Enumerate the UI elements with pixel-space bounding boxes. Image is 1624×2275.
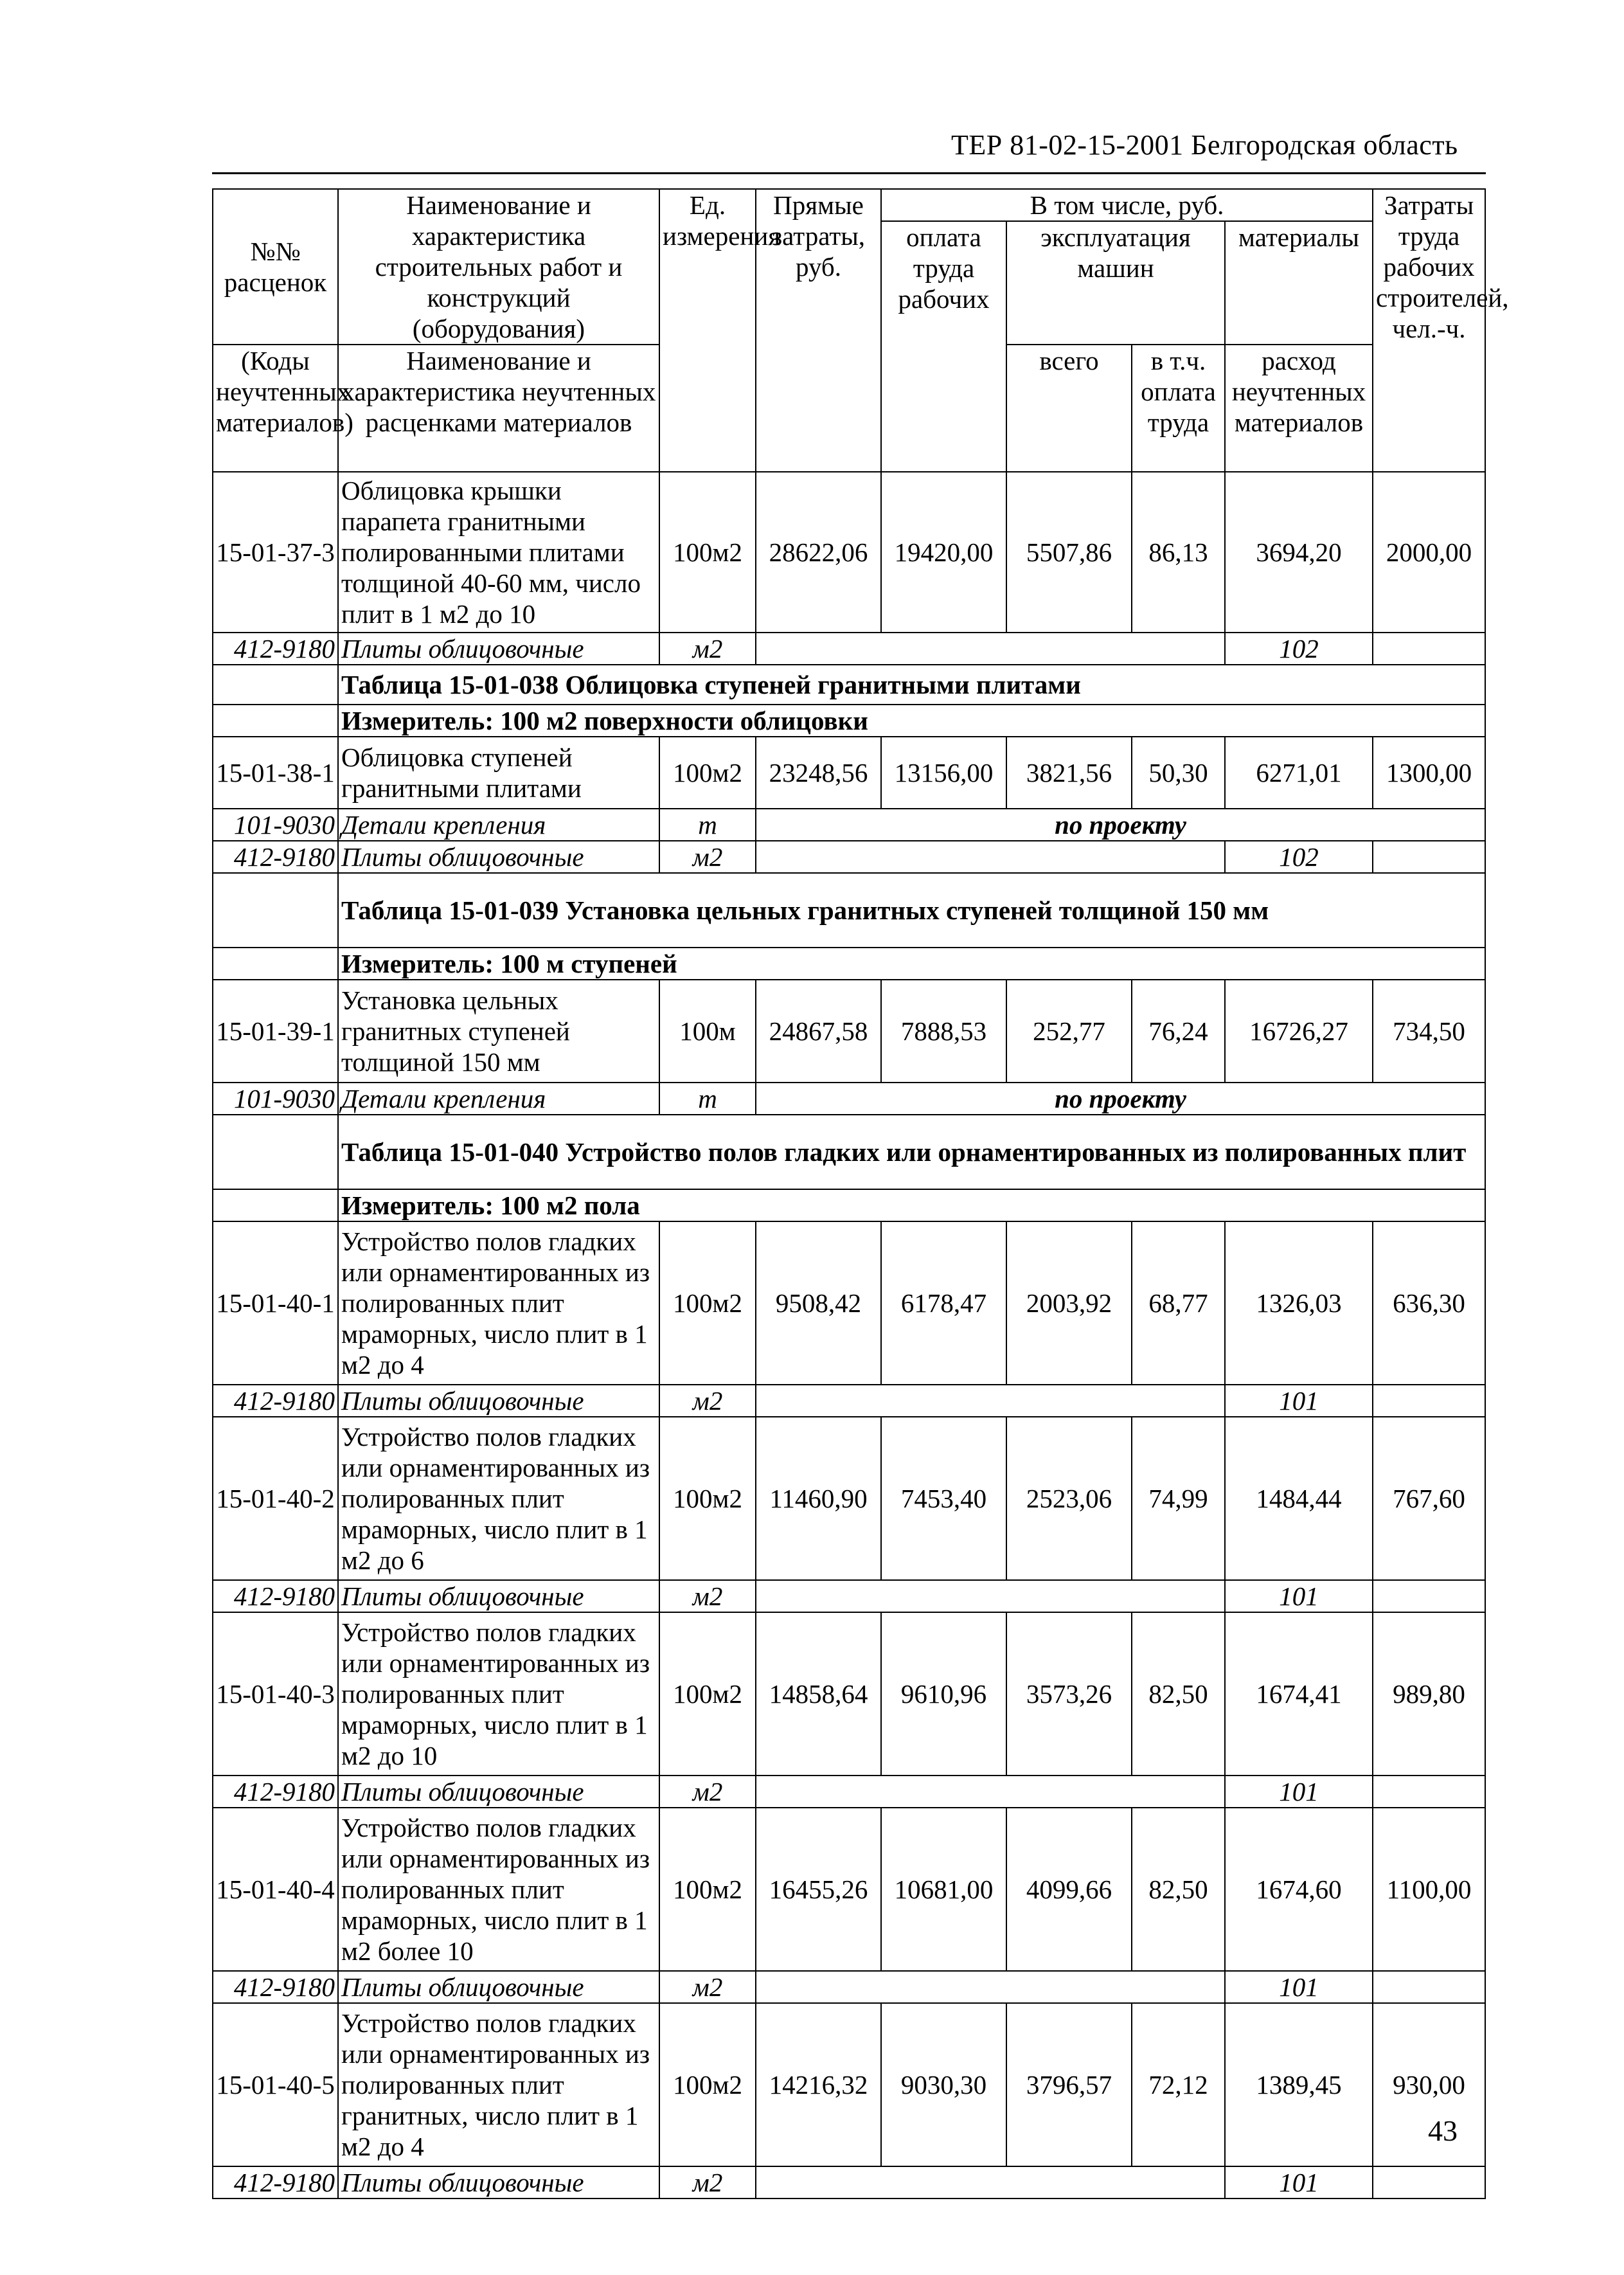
material-row: [213, 1776, 1485, 1808]
col-unit: Ед. измерения: [659, 189, 756, 472]
material-qty: 101: [1225, 1971, 1373, 2003]
table-title-040: Таблица 15-01-040 Устройство полов гладких или орнаментированных из полированных плит: [338, 1115, 1485, 1189]
rate-machines-wages: 50,30: [1132, 737, 1225, 809]
rate-code: 15-01-40-1: [213, 1221, 338, 1385]
rate-direct: 14216,32: [756, 2003, 881, 2166]
rate-name: Устройство полов гладких или орнаментированных из полированных плит мраморных, число плит в 1 м2 до 4: [338, 1221, 659, 1385]
material-code: 412-9180: [213, 1580, 338, 1612]
material-qty: 101: [1225, 1580, 1373, 1612]
rate-direct: 23248,56: [756, 737, 881, 809]
material-code: 412-9180: [213, 1385, 338, 1417]
material-unit: м2: [659, 2166, 756, 2199]
rate-labor: 734,50: [1373, 980, 1485, 1083]
rate-labor: 930,00: [1373, 2003, 1485, 2166]
material-name: Детали крепления: [338, 1083, 659, 1115]
material-row: [213, 1971, 1485, 2003]
col-name-top: Наименование и характеристика строительных работ и конструкций (оборудования): [338, 189, 659, 345]
col-code-top: №№ расценок: [213, 189, 338, 345]
rate-machines-wages: 82,50: [1132, 1808, 1225, 1971]
measure-039: Измеритель: 100 м ступеней: [338, 948, 1485, 980]
rate-machines-wages: 76,24: [1132, 980, 1225, 1083]
material-name: Детали крепления: [338, 809, 659, 841]
rate-materials: 3694,20: [1225, 472, 1373, 633]
rate-unit: 100м2: [659, 472, 756, 633]
rate-unit: 100м2: [659, 737, 756, 809]
material-name: Плиты облицовочные: [338, 633, 659, 665]
rate-code: 15-01-40-5: [213, 2003, 338, 2166]
material-unit: м2: [659, 1385, 756, 1417]
material-unit: т: [659, 809, 756, 841]
rate-machines-wages: 74,99: [1132, 1417, 1225, 1580]
material-unit: т: [659, 1083, 756, 1115]
header-rule: [212, 172, 1486, 174]
rate-direct: 24867,58: [756, 980, 881, 1083]
material-code: 412-9180: [213, 2166, 338, 2199]
rate-machines-wages: 82,50: [1132, 1612, 1225, 1776]
col-materials: материалы: [1225, 221, 1373, 345]
rate-code: 15-01-37-3: [213, 472, 338, 633]
material-name: Плиты облицовочные: [338, 841, 659, 873]
rate-machines-wages: 86,13: [1132, 472, 1225, 633]
rate-labor: 1100,00: [1373, 1808, 1485, 1971]
material-code: 412-9180: [213, 841, 338, 873]
rate-materials: 6271,01: [1225, 737, 1373, 809]
rate-wages: 9610,96: [881, 1612, 1006, 1776]
material-row: [213, 1083, 1485, 1115]
rate-code: 15-01-39-1: [213, 980, 338, 1083]
rate-unit: 100м2: [659, 1612, 756, 1776]
col-machines-total: всего: [1006, 345, 1132, 472]
material-name: Плиты облицовочные: [338, 1971, 659, 2003]
material-name: Плиты облицовочные: [338, 2166, 659, 2199]
table-row: [213, 2003, 1485, 2166]
col-wages: оплата труда рабочих: [881, 221, 1006, 472]
rate-machines: 5507,86: [1006, 472, 1132, 633]
table-title-039: Таблица 15-01-039 Установка цельных гранитных ступеней толщиной 150 мм: [338, 873, 1485, 948]
material-qty: 102: [1225, 633, 1373, 665]
rate-materials: 16726,27: [1225, 980, 1373, 1083]
material-code: 412-9180: [213, 1971, 338, 2003]
table-title-038: Таблица 15-01-038 Облицовка ступеней гранитными плитами: [338, 665, 1485, 705]
rate-labor: 989,80: [1373, 1612, 1485, 1776]
material-row: [213, 633, 1485, 665]
rate-machines: 4099,66: [1006, 1808, 1132, 1971]
rate-materials: 1326,03: [1225, 1221, 1373, 1385]
material-code: 412-9180: [213, 1776, 338, 1808]
rate-wages: 13156,00: [881, 737, 1006, 809]
rate-code: 15-01-40-3: [213, 1612, 338, 1776]
material-row: [213, 1580, 1485, 1612]
rate-name: Установка цельных гранитных ступеней толщиной 150 мм: [338, 980, 659, 1083]
rate-direct: 28622,06: [756, 472, 881, 633]
rate-unit: 100м2: [659, 1221, 756, 1385]
rate-code: 15-01-40-2: [213, 1417, 338, 1580]
rate-unit: 100м2: [659, 2003, 756, 2166]
col-labor: Затраты труда рабочих строителей, чел.-ч.: [1373, 189, 1485, 472]
rate-name: Устройство полов гладких или орнаментированных из полированных плит мраморных, число плит в 1 м2 до 6: [338, 1417, 659, 1580]
page-number: 43: [1428, 2114, 1458, 2147]
material-qty: 102: [1225, 841, 1373, 873]
rate-code: 15-01-38-1: [213, 737, 338, 809]
material-name: Плиты облицовочные: [338, 1385, 659, 1417]
col-direct: Прямые затраты, руб.: [756, 189, 881, 472]
table-row: [213, 1808, 1485, 1971]
rate-labor: 2000,00: [1373, 472, 1485, 633]
table-row: [213, 472, 1485, 633]
rate-machines: 3573,26: [1006, 1612, 1132, 1776]
material-qty: 101: [1225, 1776, 1373, 1808]
rate-materials: 1674,60: [1225, 1808, 1373, 1971]
rate-code: 15-01-40-4: [213, 1808, 338, 1971]
rate-direct: 14858,64: [756, 1612, 881, 1776]
rate-machines: 3796,57: [1006, 2003, 1132, 2166]
material-unit: м2: [659, 1971, 756, 2003]
rate-labor: 636,30: [1373, 1221, 1485, 1385]
rate-labor: 767,60: [1373, 1417, 1485, 1580]
material-row: [213, 2166, 1485, 2199]
material-qty: по проекту: [756, 809, 1485, 841]
table-row: [213, 1417, 1485, 1580]
material-unit: м2: [659, 1580, 756, 1612]
col-code-bottom: (Коды неучтенных материалов): [213, 345, 338, 472]
col-incl: В том числе, руб.: [881, 189, 1373, 221]
rate-wages: 19420,00: [881, 472, 1006, 633]
material-name: Плиты облицовочные: [338, 1776, 659, 1808]
material-qty: по проекту: [756, 1083, 1485, 1115]
material-qty: 101: [1225, 2166, 1373, 2199]
rate-machines: 252,77: [1006, 980, 1132, 1083]
rate-direct: 16455,26: [756, 1808, 881, 1971]
rate-wages: 7453,40: [881, 1417, 1006, 1580]
rate-wages: 6178,47: [881, 1221, 1006, 1385]
rate-name: Устройство полов гладких или орнаментированных из полированных плит мраморных, число плит в 1 м2 до 10: [338, 1612, 659, 1776]
table-row: [213, 1221, 1485, 1385]
rate-materials: 1674,41: [1225, 1612, 1373, 1776]
rate-machines-wages: 68,77: [1132, 1221, 1225, 1385]
rate-machines: 2003,92: [1006, 1221, 1132, 1385]
material-qty: 101: [1225, 1385, 1373, 1417]
col-name-bottom: Наименование и характеристика неучтенных расценками материалов: [338, 345, 659, 472]
material-unit: м2: [659, 841, 756, 873]
rate-direct: 9508,42: [756, 1221, 881, 1385]
rate-unit: 100м: [659, 980, 756, 1083]
table-row: [213, 1612, 1485, 1776]
rate-wages: 7888,53: [881, 980, 1006, 1083]
document-header: ТЕР 81-02-15-2001 Белгородская область: [951, 129, 1458, 161]
material-row: [213, 841, 1485, 873]
table-row: [213, 980, 1485, 1083]
rate-machines: 3821,56: [1006, 737, 1132, 809]
material-code: 101-9030: [213, 1083, 338, 1115]
material-unit: м2: [659, 1776, 756, 1808]
material-code: 412-9180: [213, 633, 338, 665]
rate-machines: 2523,06: [1006, 1417, 1132, 1580]
rate-direct: 11460,90: [756, 1417, 881, 1580]
col-machines: эксплуатация машин: [1006, 221, 1225, 345]
rate-name: Облицовка крышки парапета гранитными полированными плитами толщиной 40-60 мм, число плит в 1 м2 до 10: [338, 472, 659, 633]
rate-name: Устройство полов гладких или орнаментированных из полированных плит мраморных, число плит в 1 м2 более 10: [338, 1808, 659, 1971]
rates-table: [212, 188, 1509, 2199]
col-materials-unacc: расход неучтенных материалов: [1225, 345, 1373, 472]
material-unit: м2: [659, 633, 756, 665]
rate-wages: 9030,30: [881, 2003, 1006, 2166]
rate-wages: 10681,00: [881, 1808, 1006, 1971]
material-code: 101-9030: [213, 809, 338, 841]
rate-name: Облицовка ступеней гранитными плитами: [338, 737, 659, 809]
rate-unit: 100м2: [659, 1417, 756, 1580]
rate-unit: 100м2: [659, 1808, 756, 1971]
table-row: [213, 737, 1485, 809]
col-machines-wages: в т.ч. оплата труда: [1132, 345, 1225, 472]
rate-name: Устройство полов гладких или орнаментированных из полированных плит гранитных, число плит в 1 м2 до 4: [338, 2003, 659, 2166]
rate-labor: 1300,00: [1373, 737, 1485, 809]
rate-machines-wages: 72,12: [1132, 2003, 1225, 2166]
rate-materials: 1389,45: [1225, 2003, 1373, 2166]
rate-materials: 1484,44: [1225, 1417, 1373, 1580]
measure-040: Измеритель: 100 м2 пола: [338, 1189, 1485, 1221]
material-row: [213, 809, 1485, 841]
measure-038: Измеритель: 100 м2 поверхности облицовки: [338, 705, 1485, 737]
material-row: [213, 1385, 1485, 1417]
material-name: Плиты облицовочные: [338, 1580, 659, 1612]
